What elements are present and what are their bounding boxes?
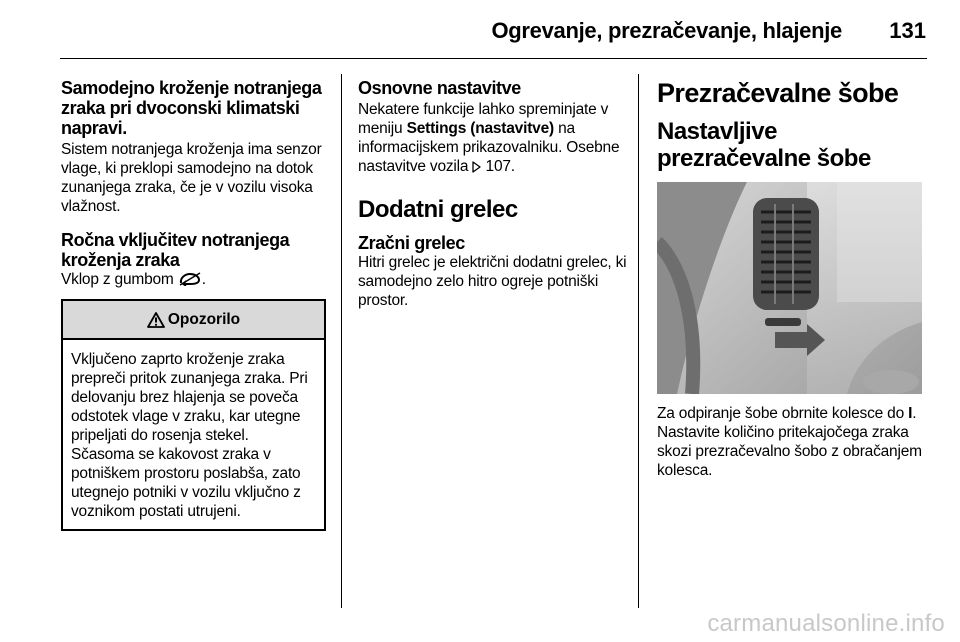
column-divider-1 xyxy=(341,74,342,608)
subsection-heading-air-heater: Zračni grelec xyxy=(358,233,465,253)
column-3 xyxy=(657,78,922,480)
paragraph-prefix: Vklop z gumbom xyxy=(61,271,174,288)
paragraph-vent-adjustment xyxy=(657,404,922,480)
warning-triangle-icon xyxy=(147,312,165,328)
watermark: carmanualsonline.info xyxy=(707,610,945,637)
paragraph-suffix: . xyxy=(201,271,206,288)
subsection-heading-adjustable-vents: Nastavljive prezračevalne šobe xyxy=(657,118,871,172)
page-header-title: Ogrevanje, prezračevanje, hlajenje xyxy=(491,18,842,43)
page-reference-icon xyxy=(472,161,481,173)
column-1 xyxy=(61,78,326,531)
paragraph-air-heater: Hitri grelec je električni dodatni grelec, ki samodejno zelo hitro ogreje potniški prostor. xyxy=(358,254,627,309)
header-rule xyxy=(60,58,927,59)
section-heading-basic-settings: Osnovne nastavitve xyxy=(358,78,521,98)
warning-box xyxy=(61,299,326,531)
warning-body: Vključeno zaprto kroženje zraka prepreči pritok zunanjega zraka. Pri delovanju brez hlajenja se poveča odstotek vlage v zraku, kar utegne pripeljati do rosenja stekel. Sčasoma se kakovost zraka v potniškem prostoru poslabša, zato utegnejo potniki v vozilu vključno z voznikom postati utrujeni. xyxy=(71,351,308,520)
caption-text-a: Za odpiranje šobe obrnite kolesce do xyxy=(657,405,904,422)
page-reference: 107. xyxy=(485,158,515,175)
paragraph-settings-menu xyxy=(358,100,628,176)
settings-text-a: Nekatere funkcije lahko spreminjate v meniju xyxy=(358,101,609,137)
caption-text-b: . Nastavite količino pritekajočega zraka skozi prezračevalno šobo z obračanjem kolesca. xyxy=(657,405,922,479)
warning-title: Opozorilo xyxy=(167,310,241,328)
section-heading-auxiliary-heater: Dodatni grelec xyxy=(358,196,518,223)
section-heading-air-vents: Prezračevalne šobe xyxy=(657,78,899,108)
vent-open-symbol: I xyxy=(908,405,913,422)
section-heading-auto-recirculation: Samodejno kroženje notranjega zraka pri dvoconski klimatski napravi. xyxy=(61,78,322,138)
settings-menu-name: Settings (nastavitve) xyxy=(406,120,554,137)
paragraph-humidity-sensor: Sistem notranjega kroženja ima senzor vlage, ki preklopi samodejno na dotok zunanjega zraka, če je v vozilu visoka vlažnost. xyxy=(61,141,322,215)
air-vent-photo xyxy=(657,182,922,394)
column-divider-2 xyxy=(638,74,639,608)
warning-header xyxy=(63,301,324,340)
paragraph-button-activation xyxy=(61,270,326,289)
air-recirculation-icon xyxy=(178,272,202,286)
settings-text-b: na informacijskem prikazovalniku. Osebne nastavitve vozila xyxy=(358,120,620,175)
column-2 xyxy=(358,78,628,310)
page-number: 131 xyxy=(889,18,926,43)
section-heading-manual-recirculation: Ročna vključitev notranjega kroženja zraka xyxy=(61,230,290,270)
